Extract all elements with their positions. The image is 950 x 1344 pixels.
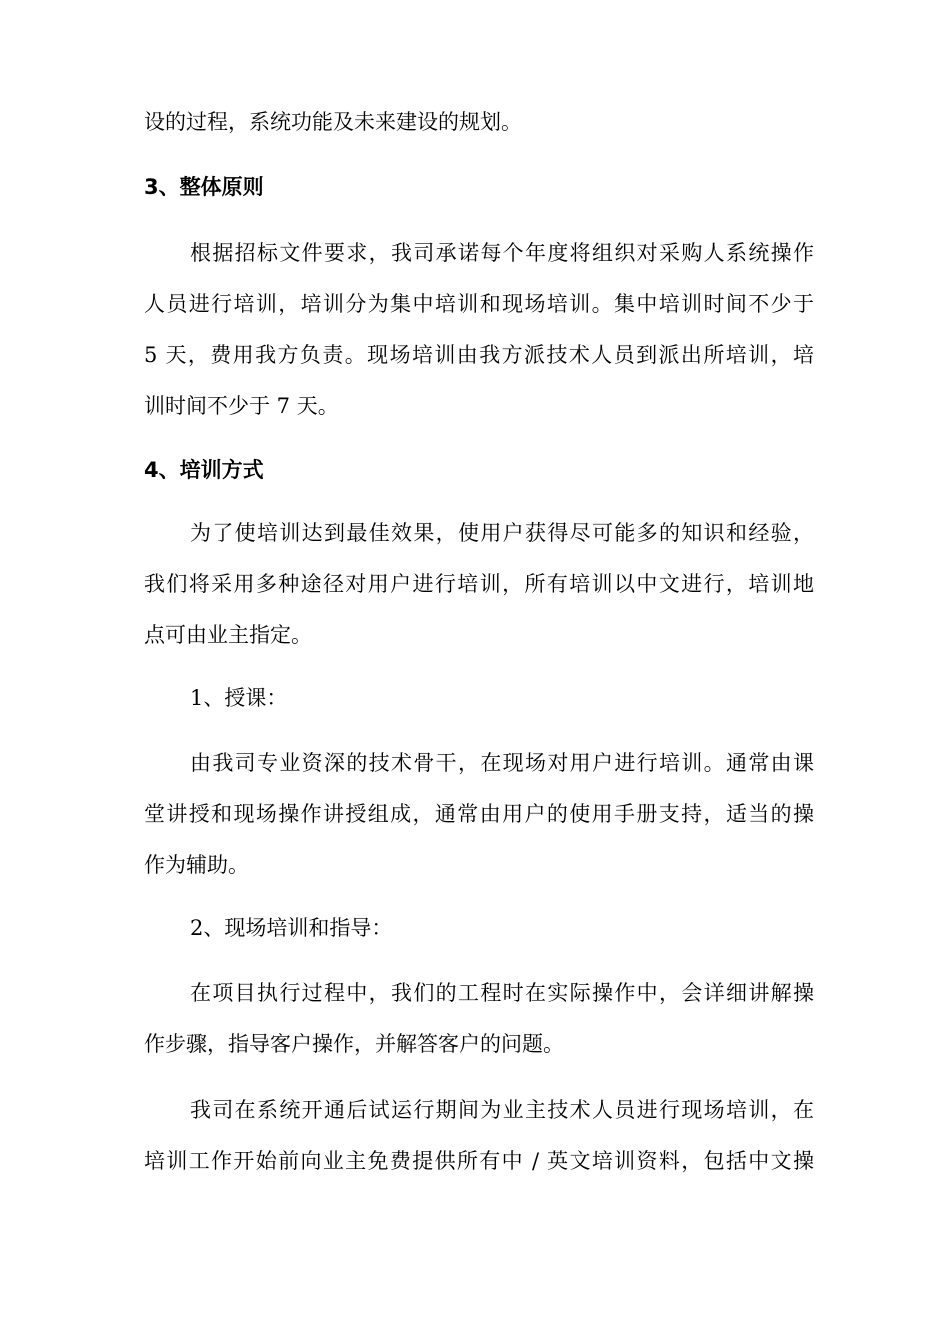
paragraph-method-line: 为了使培训达到最佳效果，使用户获得尽可能多的知识和经验， [190,521,814,545]
paragraph-method-line: 我们将采用多种途径对用户进行培训，所有培训以中文进行，培训地 [144,572,814,596]
paragraph-lecture-line: 由我司专业资深的技术骨干，在现场对用户进行培训。通常由课 [190,751,814,775]
list-item-lecture-title: 1、授课： [190,686,288,710]
paragraph-onsite-line: 在项目执行过程中，我们的工程时在实际操作中，会详细讲解操 [190,981,814,1005]
section-heading-training-method: 4、培训方式 [144,458,264,482]
paragraph-principle-line: 根据招标文件要求，我司承诺每个年度将组织对采购人系统操作 [190,241,814,265]
section-heading-overall-principle: 3、整体原则 [144,175,264,199]
paragraph-trial-line: 培训工作开始前向业主免费提供所有中 / 英文培训资料，包括中文操 [144,1149,814,1173]
paragraph-method-line: 点可由业主指定。 [144,623,312,647]
paragraph-trial-line: 我司在系统开通后试运行期间为业主技术人员进行现场培训，在 [190,1098,814,1122]
paragraph-onsite-line: 作步骤，指导客户操作，并解答客户的问题。 [144,1032,564,1056]
paragraph-principle-line: 5 天，费用我方负责。现场培训由我方派技术人员到派出所培训，培 [144,343,814,367]
paragraph-lecture-line: 作为辅助。 [144,853,249,877]
paragraph-intro-line: 设的过程，系统功能及未来建设的规划。 [144,110,522,134]
paragraph-principle-line: 训时间不少于 7 天。 [144,394,339,418]
list-item-onsite-title: 2、现场培训和指导： [190,916,393,940]
paragraph-principle-line: 人员进行培训，培训分为集中培训和现场培训。集中培训时间不少于 [144,292,814,316]
paragraph-lecture-line: 堂讲授和现场操作讲授组成，通常由用户的使用手册支持，适当的操 [144,802,814,826]
